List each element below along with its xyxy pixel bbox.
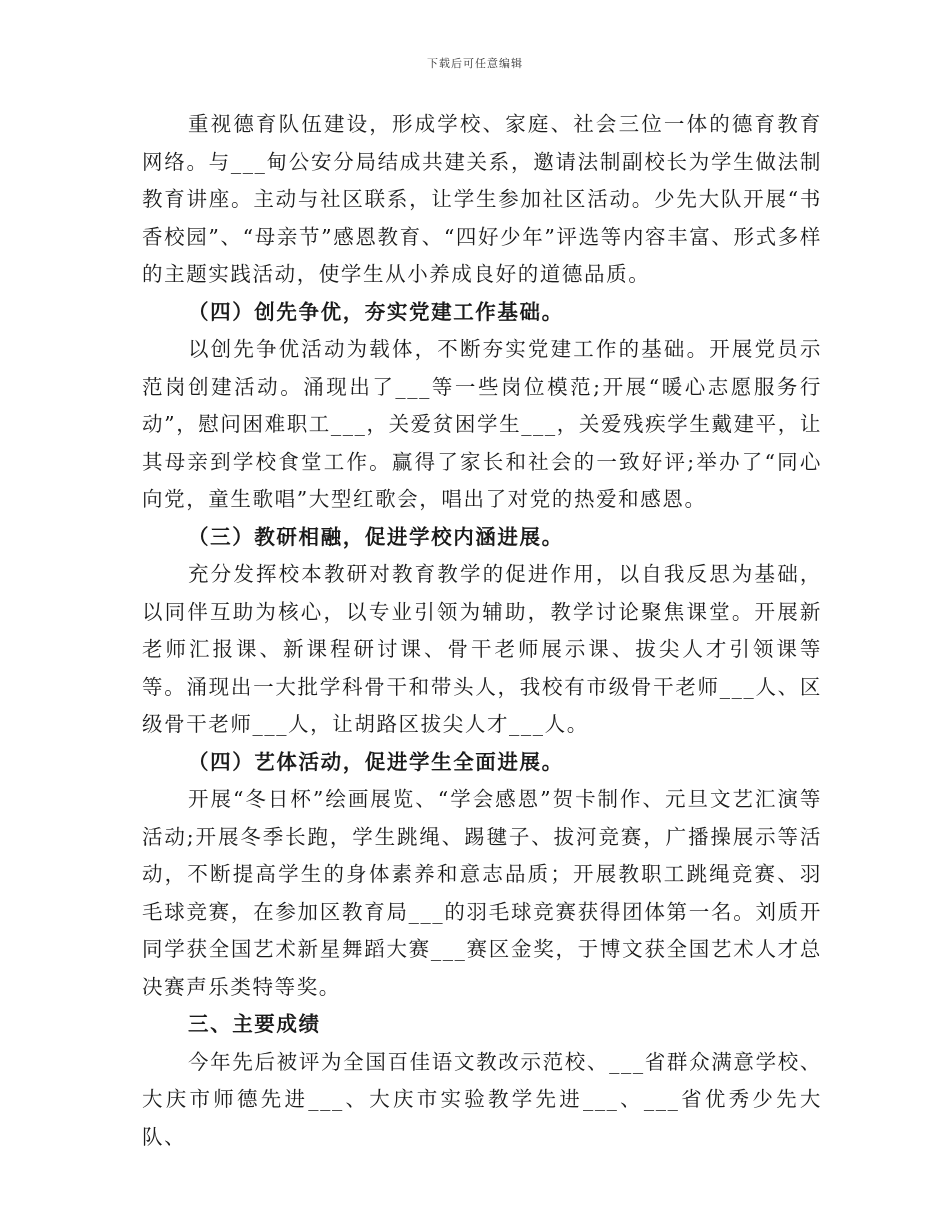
- paragraph-achievements: 今年先后被评为全国百佳语文教改示范校、___省群众满意学校、大庆市师德先进___、大庆市实验教学先进___、___省优秀少先大队、: [142, 1049, 822, 1149]
- section-heading-party-building: （四）创先争优，夯实党建工作基础。: [188, 299, 564, 324]
- page-header-note: 下载后可任意编辑: [427, 57, 523, 70]
- section-heading-teaching-research: （三）教研相融，促进学校内涵进展。: [188, 524, 564, 549]
- paragraph-party-building: 以创先争优活动为载体，不断夯实党建工作的基础。开展党员示范岗创建活动。涌现出了___等一些岗位模范;开展“暖心志愿服务行动”，慰问困难职工___，关爱贫困学生___，关爱残疾学生戴建平，让其母亲到学校食堂工作。赢得了家长和社会的一致好评;举办了“同心向党，童生歌唱”大型红歌会，唱出了对党的热爱和感恩。: [142, 337, 822, 511]
- paragraph-moral-education: 重视德育队伍建设，形成学校、家庭、社会三位一体的德育教育网络。与___甸公安分局结成共建关系，邀请法制副校长为学生做法制教育讲座。主动与社区联系，让学生参加社区活动。少先大队开展“书香校园”、“母亲节”感恩教育、“四好少年”评选等内容丰富、形式多样的主题实践活动，使学生从小养成良好的道德品质。: [142, 112, 822, 286]
- paragraph-teaching-research: 充分发挥校本教研对教育教学的促进作用，以自我反思为基础，以同伴互助为核心，以专业引领为辅助，教学讨论聚焦课堂。开展新老师汇报课、新课程研讨课、骨干老师展示课、拔尖人才引领课等等。涌现出一大批学科骨干和带头人，我校有市级骨干老师___人、区级骨干老师___人，让胡路区拔尖人才___人。: [142, 562, 822, 736]
- paragraph-arts-sports: 开展“冬日杯”绘画展览、“学会感恩”贺卡制作、元旦文艺汇演等活动;开展冬季长跑，学生跳绳、踢毽子、拔河竞赛，广播操展示等活动，不断提高学生的身体素养和意志品质；开展教职工跳绳竞赛、羽毛球竞赛，在参加区教育局___的羽毛球竞赛获得团体第一名。刘质开同学获全国艺术新星舞蹈大赛___赛区金奖，于博文获全国艺术人才总决赛声乐类特等奖。: [142, 787, 822, 999]
- section-heading-arts-sports: （四）艺体活动，促进学生全面进展。: [188, 749, 564, 774]
- section-heading-achievements: 三、主要成绩: [188, 1012, 321, 1036]
- document-body: [142, 106, 822, 1156]
